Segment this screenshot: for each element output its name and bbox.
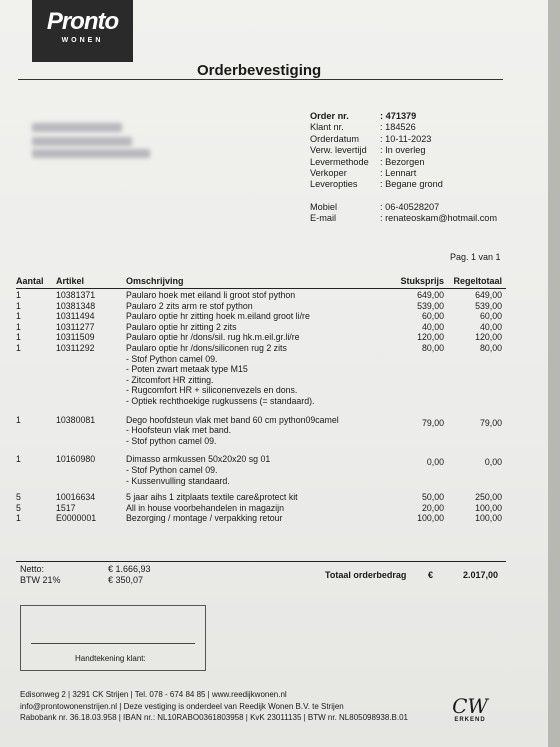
totals-divider <box>16 561 506 562</box>
row-qty: 1 <box>16 414 21 425</box>
meta-row <box>310 179 497 190</box>
row-article: 10311509 <box>56 332 95 343</box>
row-unit-price: 50,00 <box>421 492 444 503</box>
row-qty: 1 <box>16 311 21 322</box>
row-line-total: 40,00 <box>479 321 502 332</box>
row-description: Paularo optie hr /dons/sil. rug hk.m.eil.gr.li/re <box>126 332 300 343</box>
table-row <box>16 503 506 514</box>
meta-value: : Lennart <box>380 168 417 179</box>
table-row <box>16 332 506 343</box>
meta-row <box>310 168 497 179</box>
row-note-text: - Poten zwart metaak type M15 <box>126 364 248 375</box>
row-description: Dego hoofdsteun vlak met band 60 cm python09camel <box>126 414 339 425</box>
row-article: E0000001 <box>56 513 97 524</box>
row-article: 10381371 <box>56 290 96 300</box>
meta-value: : 471379 <box>380 111 417 121</box>
signature-box <box>20 605 206 671</box>
table-row <box>16 311 506 322</box>
row-qty: 1 <box>16 342 21 353</box>
total-label: Totaal orderbedrag <box>325 570 407 580</box>
page-indicator: Pag. 1 van 1 <box>450 252 501 262</box>
row-line-total: 79,00 <box>479 417 502 428</box>
footer-line: Rabobank nr. 36.18.03.958 | IBAN nr.: NL10RABO0361803958 | KvK 23011135 | BTW nr. NL805098938.B.01 <box>20 713 408 722</box>
row-qty: 1 <box>16 332 21 343</box>
row-note-text: - Optiek rechthoekige rugkussens (= standaard). <box>126 395 315 406</box>
row-unit-price: 79,00 <box>421 417 444 428</box>
row-line-total: 100,00 <box>475 502 502 513</box>
meta-value: : Bezorgen <box>380 156 425 167</box>
row-description: Dimasso armkussen 50x20x20 sg 01 <box>126 454 271 465</box>
footer <box>20 689 408 724</box>
row-line-total: 60,00 <box>479 311 502 322</box>
header-article: Artikel <box>56 276 85 286</box>
row-article: 1517 <box>56 502 76 513</box>
row-unit-price: 60,00 <box>421 311 444 322</box>
row-description: Paularo hoek met eiland li groot stof python <box>126 290 296 300</box>
row-unit-price: 20,00 <box>421 502 444 513</box>
row-article: 10016634 <box>56 492 96 503</box>
total-currency: € <box>428 570 434 580</box>
document-title: Orderbevestiging <box>197 62 322 79</box>
row-unit-price: 100,00 <box>417 513 444 524</box>
footer-line: info@prontowonenstrijen.nl | Deze vestiging is onderdeel van Reedijk Wonen B.V. te Strijen <box>20 701 344 711</box>
table-row <box>16 290 506 301</box>
table-row <box>16 492 506 503</box>
meta-label: Orderdatum <box>310 133 360 144</box>
meta-label: Leveropties <box>310 179 358 190</box>
row-unit-price: 40,00 <box>421 321 444 332</box>
row-note <box>16 385 506 396</box>
row-article: 10381348 <box>56 300 96 311</box>
row-line-total: 250,00 <box>475 492 502 503</box>
table-row <box>16 322 506 333</box>
row-description: Paularo optie hr zitting hoek m.eiland groot li/re <box>126 311 310 322</box>
erkend-logo <box>445 695 495 723</box>
meta-row <box>310 111 497 122</box>
row-line-total: 120,00 <box>475 332 502 343</box>
meta-row <box>310 145 497 156</box>
row-note-text: - Kussenvulling standaard. <box>126 475 230 486</box>
total-value: 2.017,00 <box>462 570 498 580</box>
logo-sub: WONEN <box>61 37 104 44</box>
row-description: All in house voorbehandelen in magazijn <box>126 502 284 513</box>
meta-label: Verkoper <box>310 168 347 179</box>
meta-label: Mobiel <box>310 201 338 212</box>
row-description: Paularo 2 zits arm re stof python <box>126 300 253 311</box>
meta-label: Order nr. <box>310 111 349 121</box>
row-unit-price: 539,00 <box>417 300 444 311</box>
logo-brand: Pronto <box>46 8 119 35</box>
row-note <box>16 364 506 375</box>
row-note-text: - Stof Python camel 09. <box>126 353 218 364</box>
meta-value: : In overleg <box>380 145 426 156</box>
order-lines <box>16 290 506 524</box>
row-note <box>16 425 506 436</box>
header-unit-price: Stuksprijs <box>400 276 444 286</box>
meta-row <box>310 202 497 213</box>
row-article: 10380081 <box>56 414 96 425</box>
background-edge <box>548 0 560 747</box>
header-line-total: Regeltotaal <box>453 276 502 286</box>
signature-label: Handtekening klant: <box>75 654 146 663</box>
row-note-text: - Stof Python camel 09. <box>126 464 218 475</box>
row-article: 10311494 <box>56 311 95 322</box>
table-row <box>16 454 506 468</box>
meta-label: E-mail <box>310 213 337 224</box>
netto-label: Netto: <box>20 564 45 574</box>
meta-value: : 184526 <box>380 122 416 133</box>
meta-row <box>310 213 497 224</box>
row-unit-price: 0,00 <box>426 457 444 468</box>
header-divider <box>16 288 506 289</box>
header-description: Omschrijving <box>126 276 184 286</box>
signature-line <box>31 643 195 644</box>
row-qty: 5 <box>16 492 21 503</box>
row-note <box>16 436 506 447</box>
meta-label: Levermethode <box>310 156 369 167</box>
table-row <box>16 415 506 426</box>
row-note <box>16 476 506 487</box>
pronto-wonen-logo <box>32 0 133 62</box>
row-line-total: 0,00 <box>484 457 502 468</box>
row-qty: 1 <box>16 513 21 524</box>
row-qty: 5 <box>16 502 21 513</box>
meta-value: : 10-11-2023 <box>380 133 432 144</box>
row-line-total: 80,00 <box>479 342 502 353</box>
row-description: 5 jaar aihs 1 zitplaats textile care&protect kit <box>126 492 298 503</box>
erkend-text: ERKEND <box>454 717 486 723</box>
row-qty: 1 <box>16 454 21 465</box>
row-line-total: 649,00 <box>475 290 502 300</box>
meta-label: Verw. levertijd <box>310 145 367 156</box>
row-article: 10311292 <box>56 342 95 353</box>
erkend-mark: CW <box>452 694 488 718</box>
meta-value: : Begane grond <box>380 179 443 190</box>
footer-line: Edisonweg 2 | 3291 CK Strijen | Tel. 078 - 674 84 85 | www.reedijkwonen.nl <box>20 690 287 699</box>
row-description: Paularo optie hr zitting 2 zits <box>126 321 237 332</box>
row-line-total: 100,00 <box>475 513 502 524</box>
row-article: 10311277 <box>56 321 95 332</box>
row-qty: 1 <box>16 321 21 332</box>
row-qty: 1 <box>16 300 21 311</box>
meta-value: : 06-40528207 <box>380 201 440 212</box>
title-divider <box>18 79 503 80</box>
meta-value: : renateoskam@hotmail.com <box>380 213 498 224</box>
row-line-total: 539,00 <box>475 300 502 311</box>
row-description: Bezorging / montage / verpakking retour <box>126 513 283 524</box>
row-note-text: - Zitcomfort HR zitting. <box>126 374 214 385</box>
row-note-text: - Hoofsteun vlak met band. <box>126 425 232 436</box>
meta-row <box>310 157 497 168</box>
row-note <box>16 375 506 386</box>
row-note-text: - Rugcomfort HR + siliconenvezels en dons. <box>126 385 298 396</box>
header-qty: Aantal <box>16 276 44 286</box>
row-article: 10160980 <box>56 454 96 465</box>
row-unit-price: 649,00 <box>417 290 444 300</box>
order-meta <box>310 111 497 225</box>
btw-value: € 350,07 <box>108 575 144 585</box>
meta-row <box>310 134 497 145</box>
netto-value: € 1.666,93 <box>108 564 151 574</box>
table-row <box>16 513 506 524</box>
row-qty: 1 <box>16 290 21 300</box>
table-row <box>16 301 506 312</box>
table-row <box>16 343 506 354</box>
row-note <box>16 354 506 365</box>
row-note <box>16 396 506 407</box>
row-unit-price: 120,00 <box>417 332 444 343</box>
row-note <box>16 465 506 476</box>
row-note-text: - Stof python camel 09. <box>126 435 217 446</box>
row-description: Paularo optie hr /dons/siliconen rug 2 zits <box>126 342 287 353</box>
meta-label: Klant nr. <box>310 122 344 133</box>
row-unit-price: 80,00 <box>421 342 444 353</box>
meta-row <box>310 122 497 133</box>
btw-label: BTW 21% <box>20 575 61 585</box>
